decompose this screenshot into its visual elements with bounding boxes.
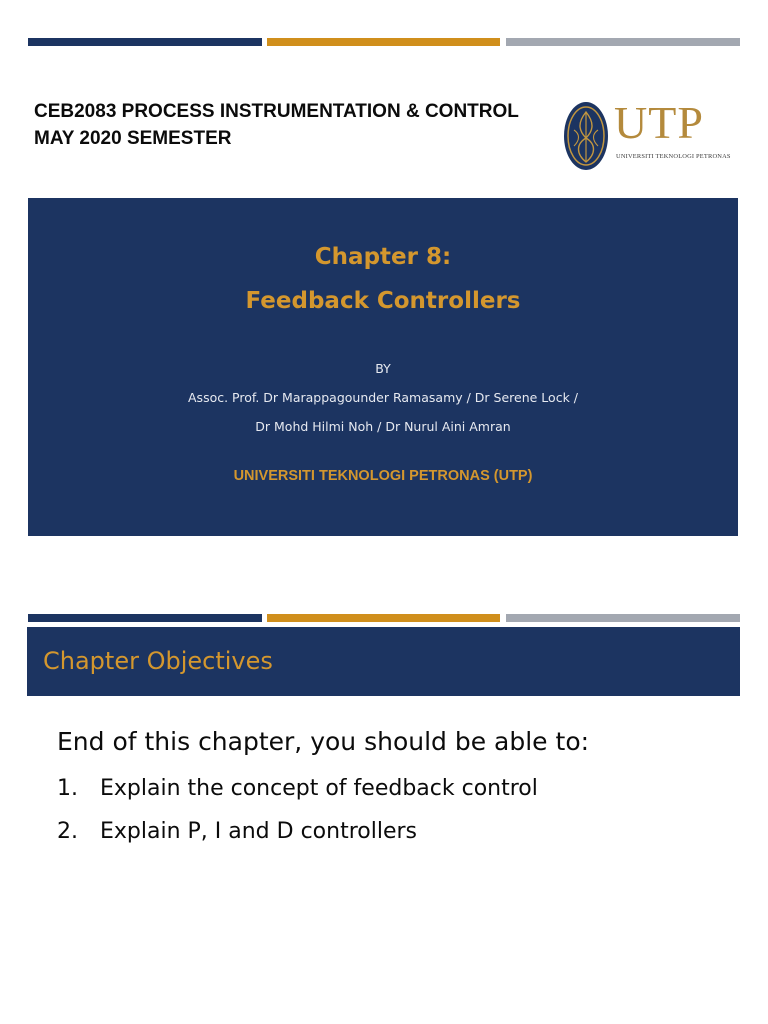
utp-emblem-icon <box>562 100 610 172</box>
utp-wordmark: UTP <box>614 97 704 148</box>
by-label: BY <box>375 361 391 376</box>
objective-text: Explain P, I and D controllers <box>100 819 417 844</box>
slide2-stripe-gold <box>267 614 500 622</box>
chapter-title: Feedback Controllers <box>245 288 521 314</box>
university-name: UNIVERSITI TEKNOLOGI PETRONAS (UTP) <box>233 468 533 484</box>
objective-text: Explain the concept of feedback control <box>100 776 538 801</box>
utp-logo <box>562 97 731 172</box>
objectives-header <box>27 627 740 696</box>
authors-line-1: Assoc. Prof. Dr Marappagounder Ramasamy / Dr Serene Lock / <box>188 390 578 405</box>
objective-number: 1. <box>57 776 78 801</box>
slide2-stripe-grey <box>506 614 740 622</box>
top-stripe-grey <box>506 38 740 46</box>
objective-number: 2. <box>57 819 78 844</box>
objectives-title: Chapter Objectives <box>43 647 273 675</box>
top-stripe-gold <box>267 38 500 46</box>
course-code-line: CEB2083 PROCESS INSTRUMENTATION & CONTROL <box>34 101 519 122</box>
objective-item <box>57 776 538 801</box>
top-stripe-navy <box>28 38 262 46</box>
authors-line-2: Dr Mohd Hilmi Noh / Dr Nurul Aini Amran <box>255 419 511 434</box>
title-panel <box>28 198 738 536</box>
slide2-stripe-navy <box>28 614 262 622</box>
objective-item <box>57 819 417 844</box>
utp-subtitle: UNIVERSITI TEKNOLOGI PETRONAS <box>616 153 731 160</box>
chapter-number: Chapter 8: <box>314 244 452 270</box>
objectives-intro: End of this chapter, you should be able to: <box>57 727 590 756</box>
semester-line: MAY 2020 SEMESTER <box>34 128 232 149</box>
course-heading <box>34 98 519 152</box>
